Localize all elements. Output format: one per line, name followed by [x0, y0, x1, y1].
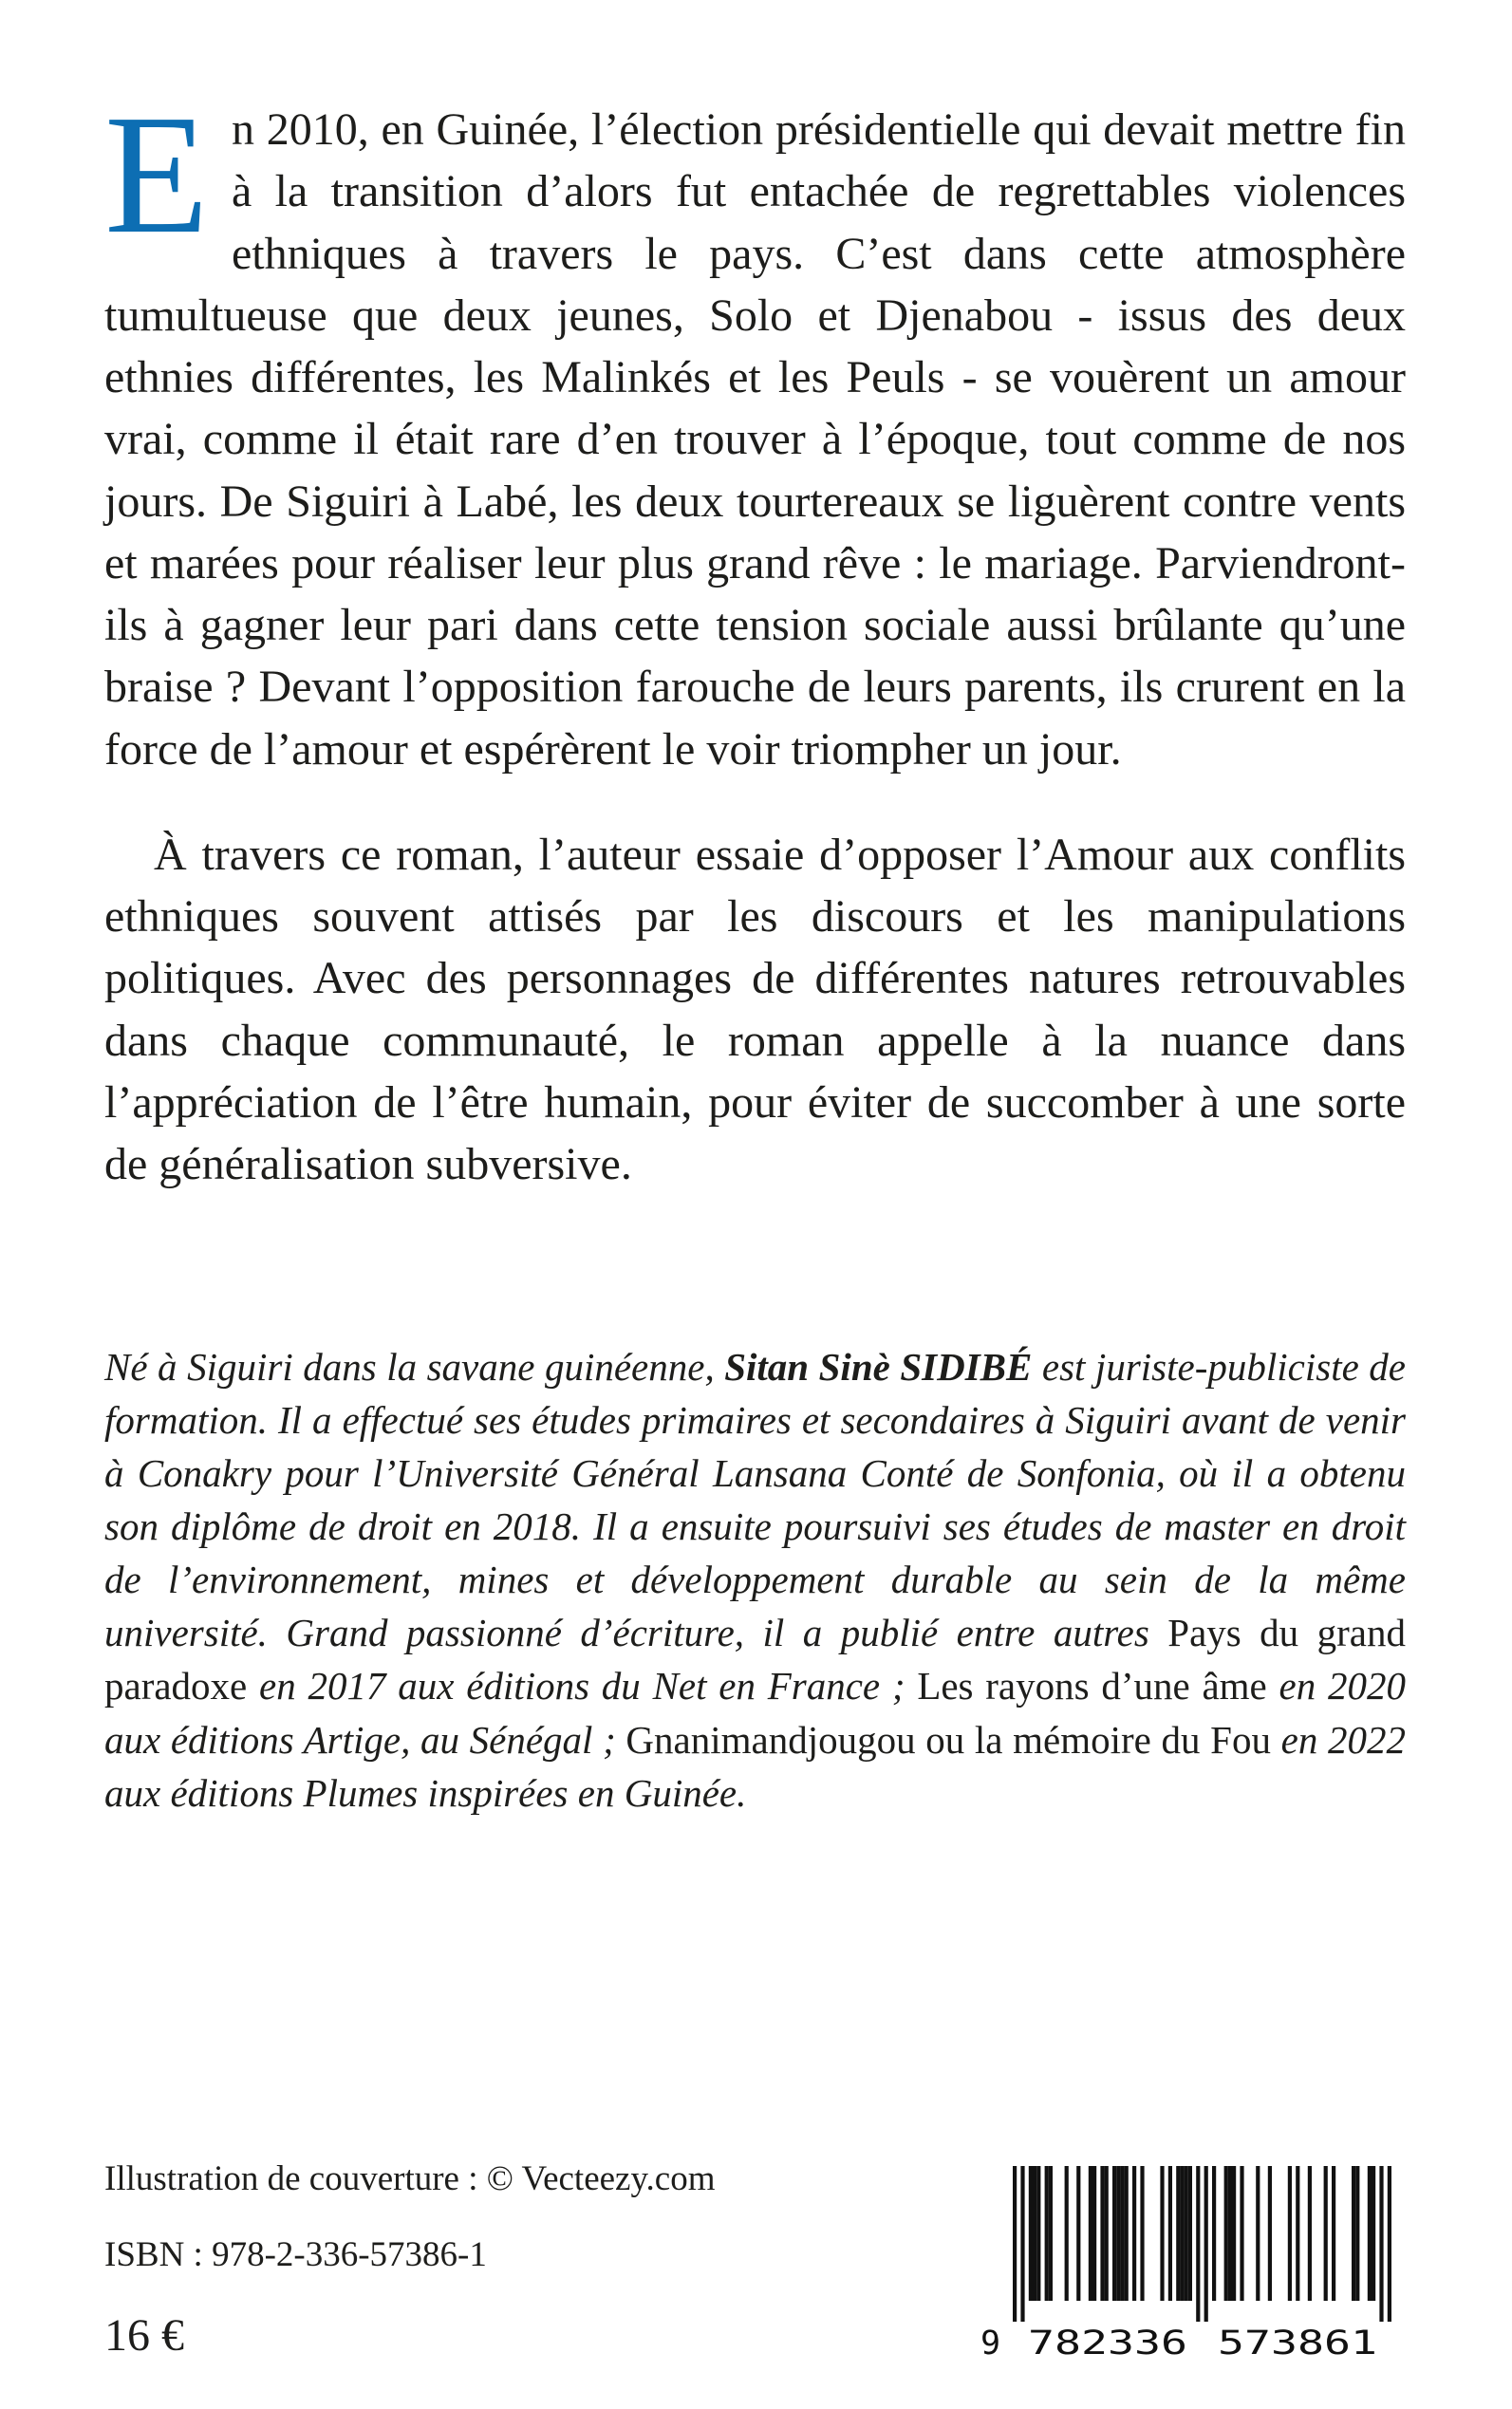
synopsis	[104, 80, 1406, 1196]
price: 16 €	[104, 2310, 184, 2361]
author-bio	[104, 1340, 1406, 1820]
footer-left-column	[104, 2158, 716, 2365]
illustration-credit: Illustration de couverture : © Vecteezy.com	[104, 2159, 716, 2198]
book-title: Pays du grand paradoxe	[104, 1611, 1406, 1709]
bio-segment: en 2022 aux éditions Plumes inspirées en Guinée.	[104, 1717, 1406, 1815]
ean13-barcode	[977, 2166, 1406, 2365]
author-name: Sitan Sinè SIDIBÉ	[724, 1344, 1033, 1389]
footer	[104, 2158, 1406, 2365]
synopsis-paragraph-1	[104, 80, 1406, 780]
drop-cap-letter: E	[104, 80, 209, 269]
svg-text:573861: 573861	[1218, 2325, 1377, 2362]
svg-text:9: 9	[980, 2325, 1001, 2362]
author-bio-paragraph	[104, 1340, 1406, 1820]
svg-text:782336: 782336	[1028, 2325, 1187, 2362]
isbn-number: ISBN : 978-2-336-57386-1	[104, 2234, 487, 2274]
synopsis-paragraph-1-text: n 2010, en Guinée, l’élection présidentielle qui devait mettre fin à la transition d’alors fut entachée de regrettables violences ethniques à travers le pays. C’est dans cette atmosphère tumultueuse que deux jeunes, Solo et Djenabou - issus des deux ethnies différentes, les Malinkés et les Peuls - se vouèrent un amour vrai, comme il était rare d’en trouver à l’époque, tout comme de nos jours. De Siguiri à Labé, les deux tourtereaux se liguèrent contre vents et marées pour réaliser leur plus grand rêve : le mariage. Parviendront-ils à gagner leur pari dans cette tension sociale aussi brûlante qu’une braise ? Devant l’opposition farouche de leurs parents, ils crurent en la force de l’amour et espérèrent le voir triompher un jour.	[104, 104, 1406, 775]
barcode-bars	[977, 2166, 1406, 2365]
bio-segment: est juriste-publiciste de formation. Il a effectué ses études primaires et secondaires à Siguiri avant de venir à Conakry pour l’Université Général Lansana Conté de Sonfonia, où il a obtenu son diplôme de droit en 2018. Il a ensuite poursuivi ses études de master en droit de l’environnement, mines et développement durable au sein de la même université. Grand passionné d’écriture, il a publié entre autres	[104, 1344, 1406, 1655]
bio-segment: en 2017 aux éditions du Net en France ;	[247, 1664, 918, 1709]
synopsis-paragraph-2: À travers ce roman, l’auteur essaie d’opposer l’Amour aux conflits ethniques souvent attisés par les discours et les manipulations politiques. Avec des personnages de différentes natures retrouvables dans chaque communauté, le roman appelle à la nuance dans l’appréciation de l’être humain, pour éviter de succomber à une sorte de généralisation subversive.	[104, 829, 1406, 1190]
bio-segment: Né à Siguiri dans la savane guinéenne,	[104, 1344, 725, 1389]
book-title: Les rayons d’une âme	[917, 1664, 1267, 1709]
book-title: Gnanimandjougou ou la mémoire du Fou	[625, 1717, 1271, 1762]
bio-segment: en 2020 aux éditions Artige, au Sénégal ;	[104, 1664, 1406, 1762]
